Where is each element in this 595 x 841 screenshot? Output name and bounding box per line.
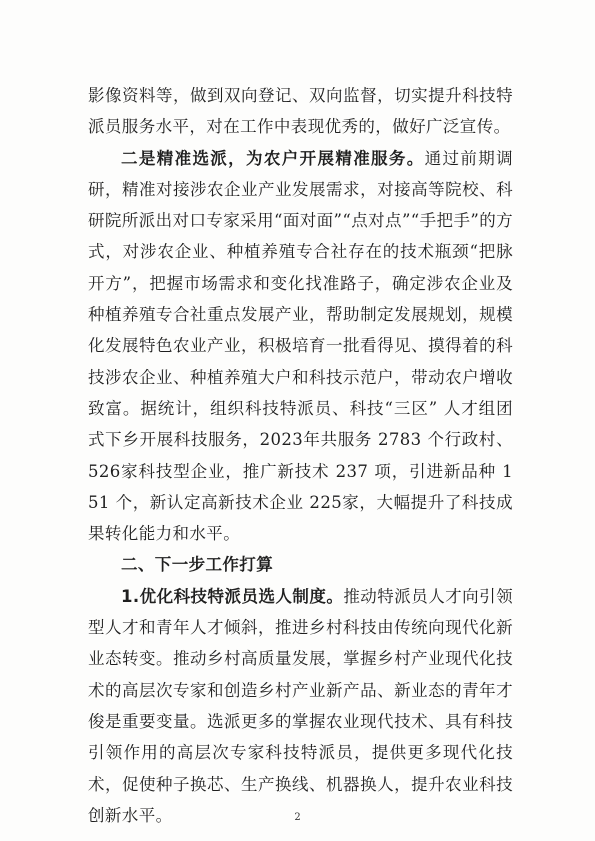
- paragraph-body: 通过前期调研，精准对接涉农企业产业发展需求，对接高等院校、科研院所派出对口专家采用“面对面”“点对点”“手把手”的方式，对涉农企业、种植养殖专合社存在的技术瓶颈“把脉开方”，把握市场需求和变化找准路子，确定涉农企业及种植养殖专合社重点发展产业，帮助制定发展规划，规模化发展特色农业产业，积极培育一批看得见、摸得着的科技涉农企业、种植养殖大户和科技示范户，带动农户增收致富。据统计，组织科技特派员、科技“三区” 人才组团式下乡开展科技服务，2023年共服务 2783 个行政村、526家科技型企业，推广新技术 237 项，引进新品种 151 个，新认定高新技术企业 225家，大幅提升了科技成果转化能力和水平。: [88, 148, 514, 544]
- paragraph-body: 推动特派员人才向引领型人才和青年人才倾斜，推进乡村科技由传统向现代化新业态转变。推动乡村高质量发展，掌握乡村产业现代化技术的高层次专家和创造乡村产业新产品、新业态的青年才俊是重要变量。选派更多的掌握农业现代技术、具有科技引领作用的高层次专家科技特派员，提供更多现代化技术，促使种子换芯、生产换线、机器换人，提升农业科技创新水平。: [88, 586, 513, 825]
- section-heading: 二、下一步工作打算: [121, 555, 274, 575]
- body-text: [88, 80, 513, 831]
- paragraph-lead: 二是精准选派，为农户开展精准服务。: [121, 148, 425, 168]
- paragraph-optimize-selection: [88, 581, 513, 831]
- paragraph-continuation: 影像资料等，做到双向登记、双向监督，切实提升科技特派员服务水平，对在工作中表现优秀的，做好广泛宣传。: [88, 86, 513, 137]
- paragraph-precise-dispatch: [88, 143, 513, 550]
- page-number: 2: [294, 812, 301, 823]
- paragraph-lead: 1.优化科技特派员选人制度。: [121, 586, 344, 606]
